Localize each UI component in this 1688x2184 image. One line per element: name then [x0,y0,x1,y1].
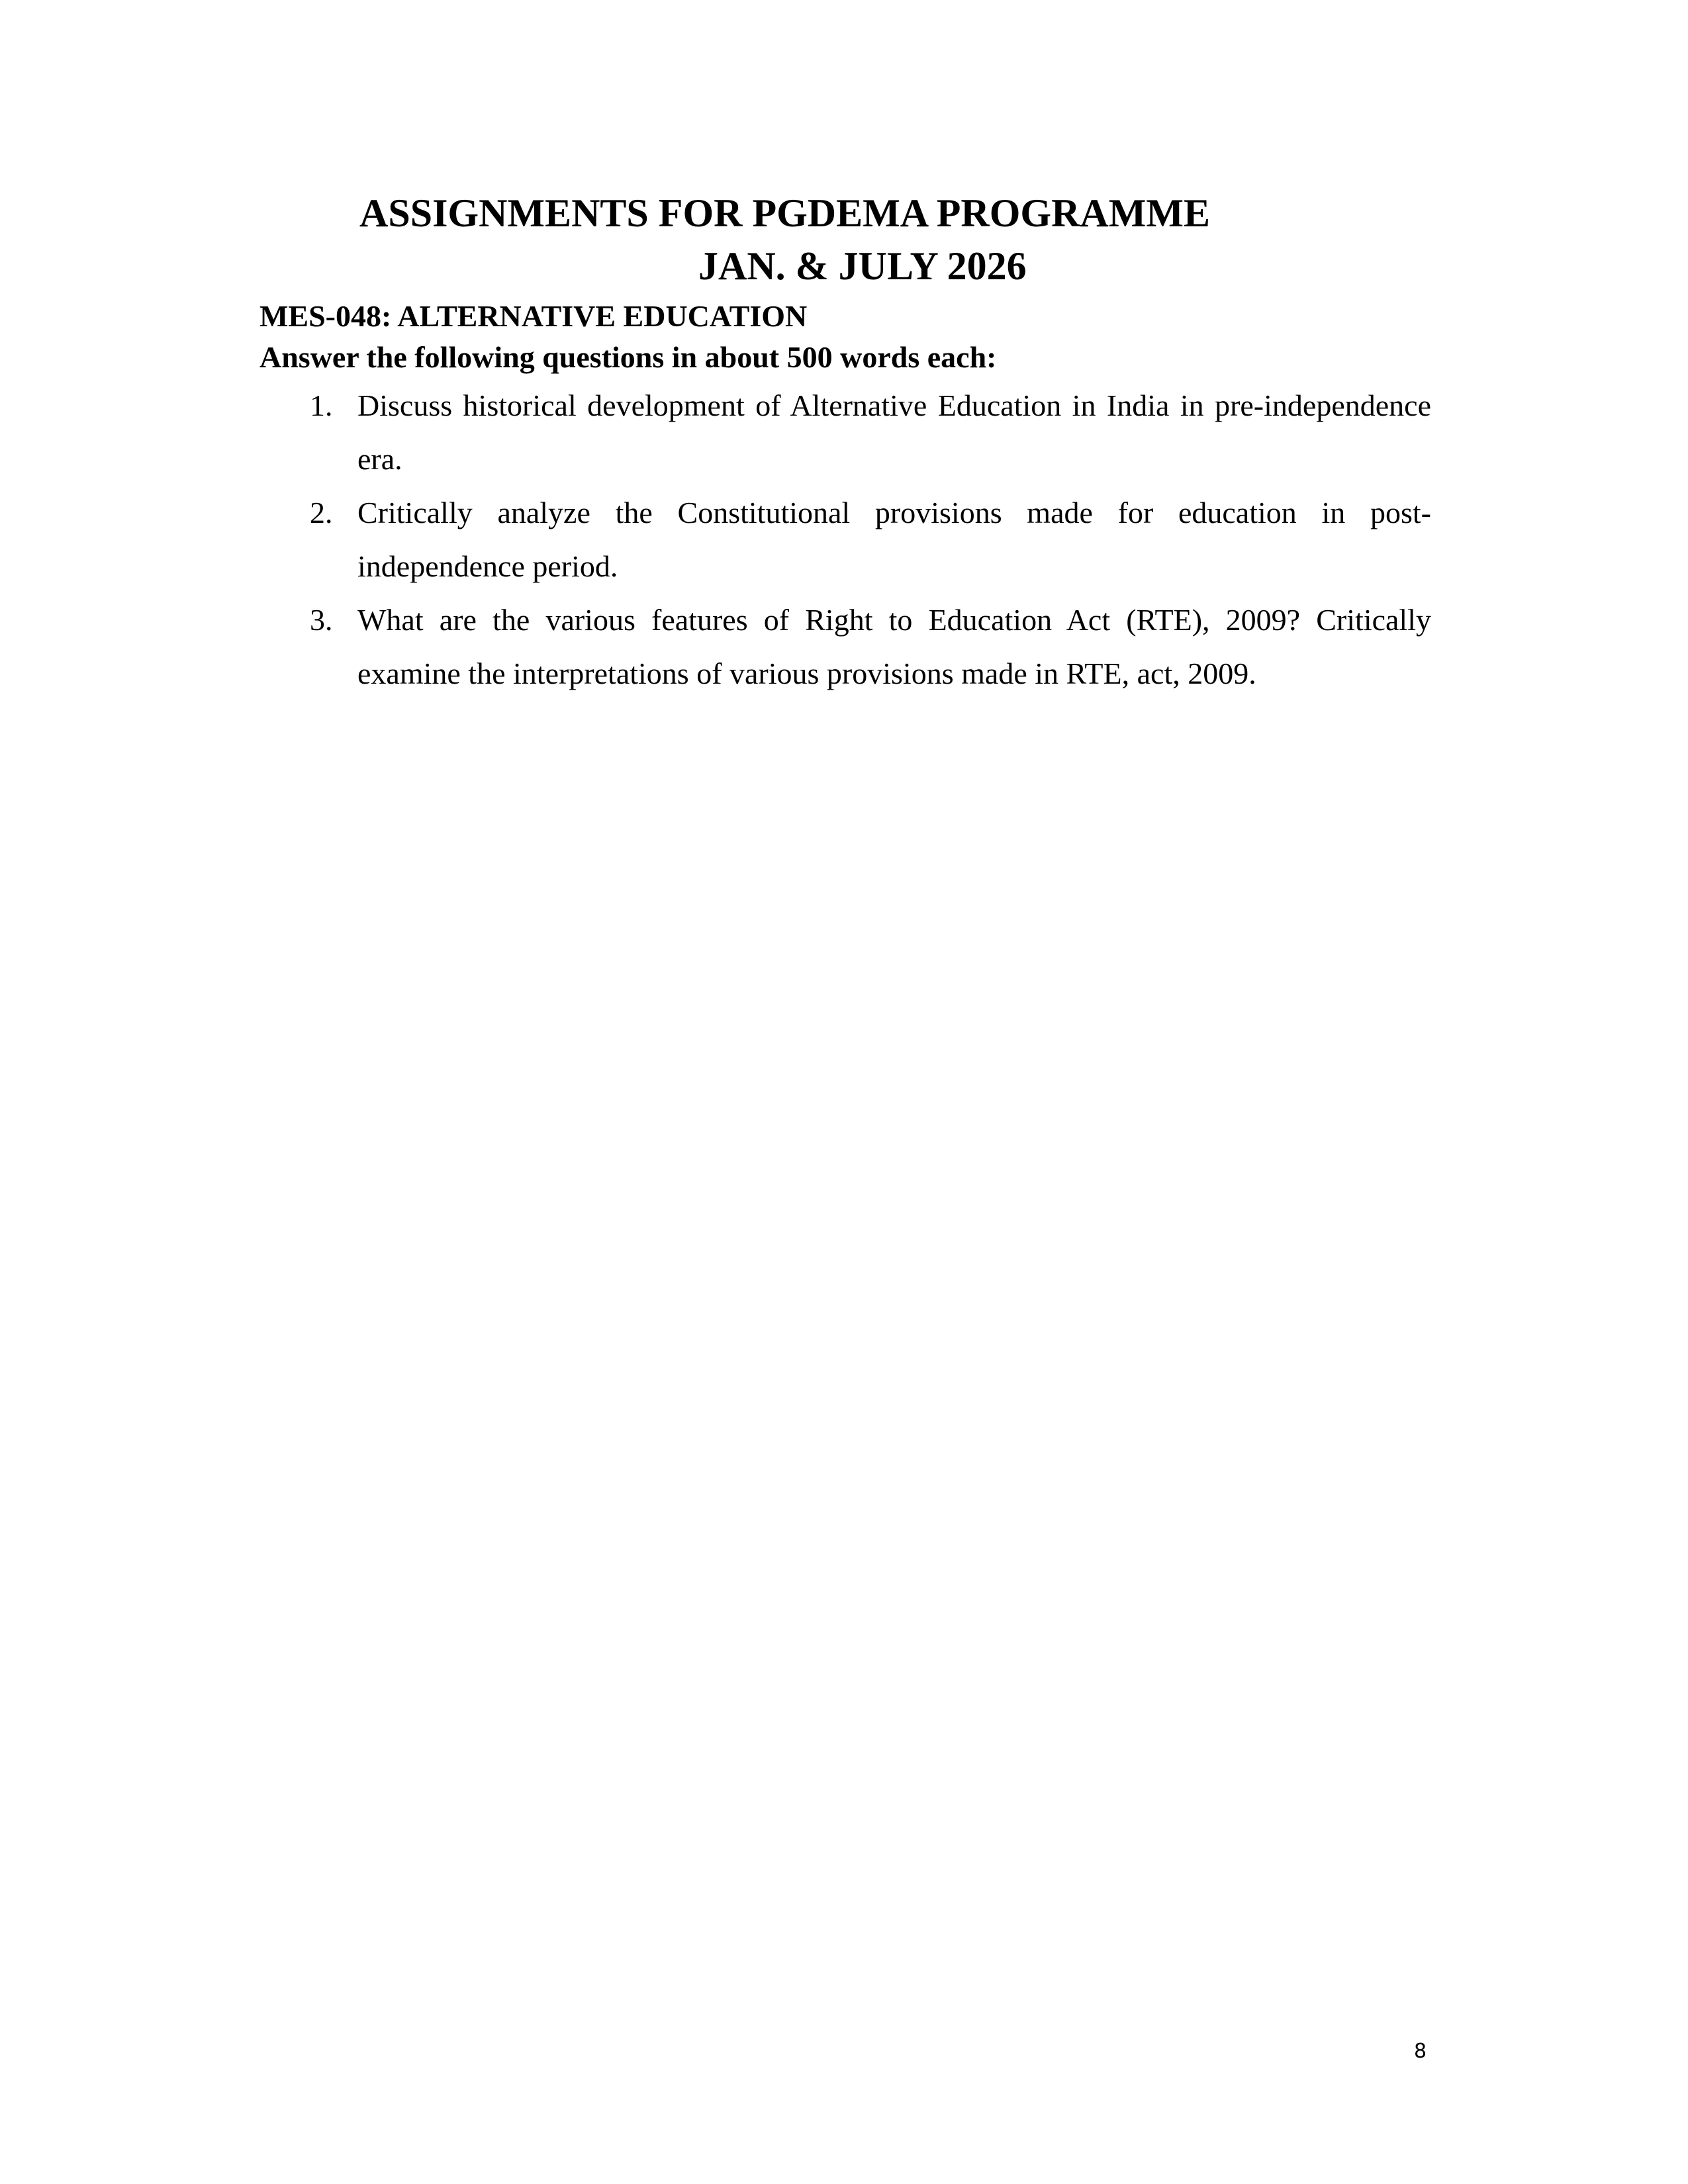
question-item [259,486,1431,593]
question-text: Critically analyze the Constitutional provisions made for education in post-independence period. [357,496,1431,583]
instruction-text: Answer the following questions in about 500 words each: [259,340,997,374]
question-text: What are the various features of Right to Education Act (RTE), 2009? Critically examine the interpretations of various provisions made in RTE, act, 2009. [357,603,1431,690]
session-heading: JAN. & JULY 2026 [698,244,1027,288]
question-number: 3. [310,603,333,637]
course-heading: MES-048: ALTERNATIVE EDUCATION [259,299,808,333]
question-number: 2. [310,496,333,529]
document-title: ASSIGNMENTS FOR PGDEMA PROGRAMME [359,191,1211,235]
question-list [259,379,1431,700]
question-item [259,593,1431,700]
page-number: 8 [1414,2040,1427,2063]
question-item [259,379,1431,486]
question-number: 1. [310,388,333,422]
question-text: Discuss historical development of Alternative Education in India in pre-independence era. [357,388,1431,476]
